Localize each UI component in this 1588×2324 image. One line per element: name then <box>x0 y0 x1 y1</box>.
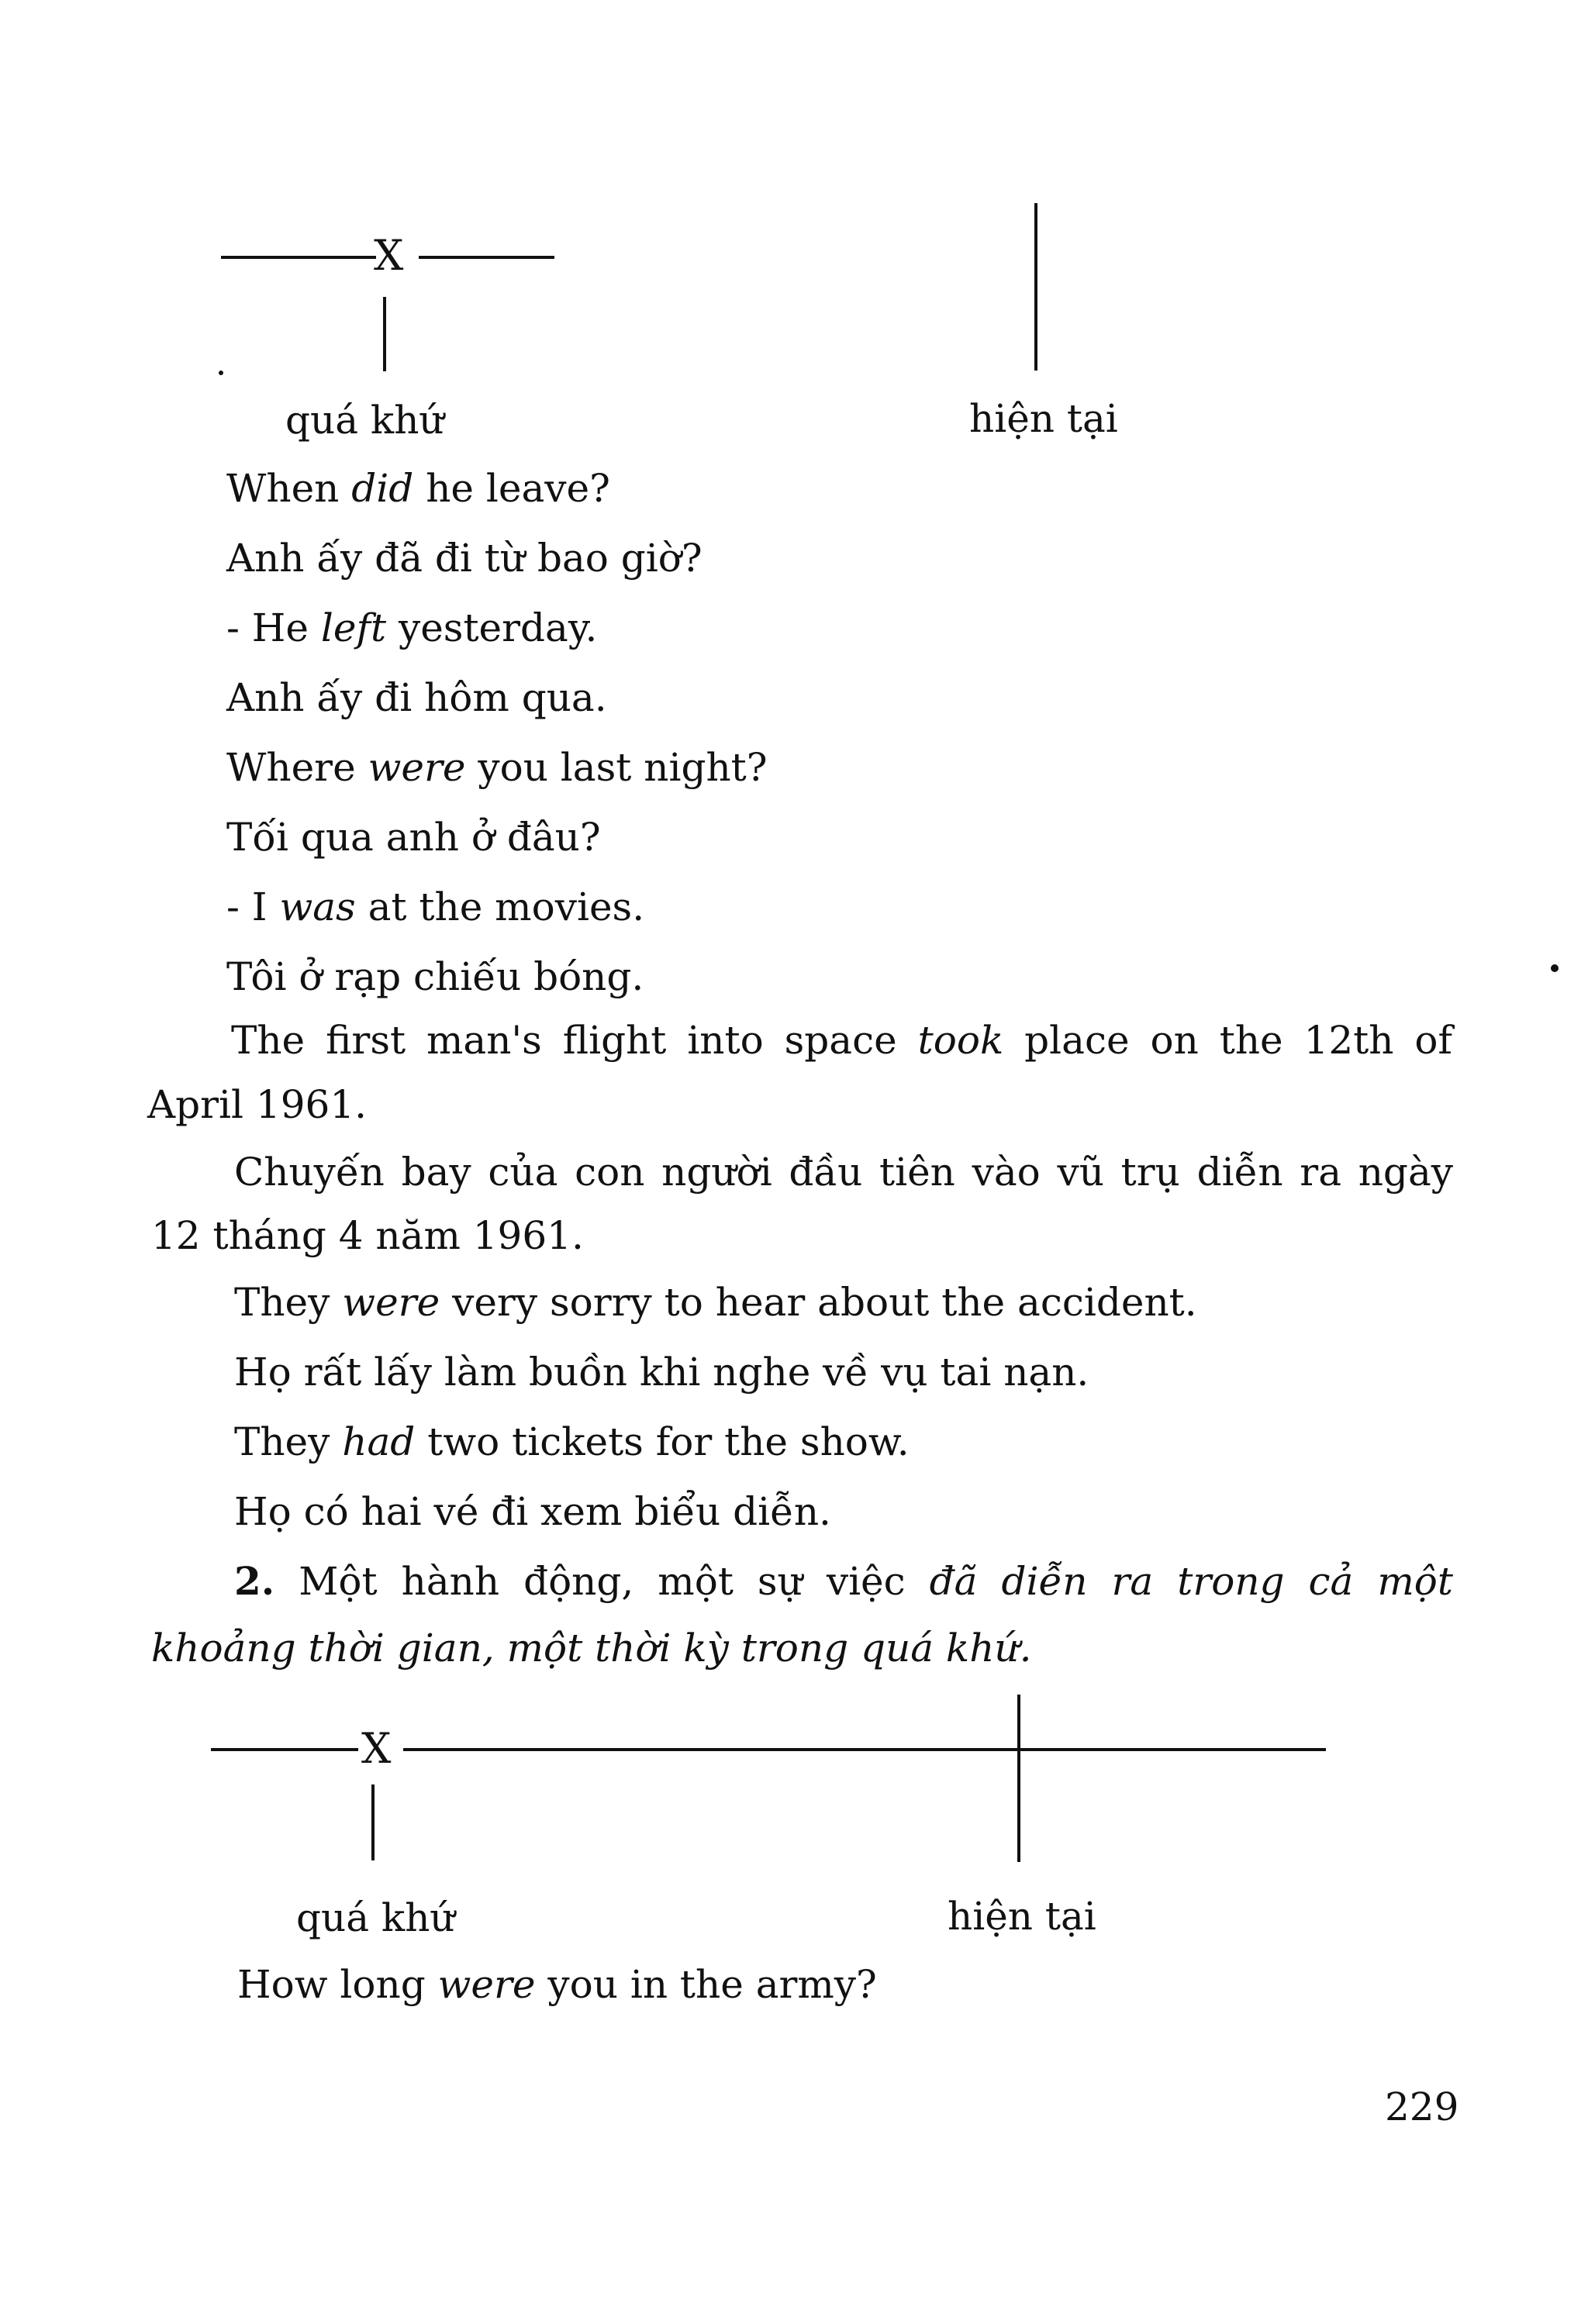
translation-text: Tôi ở rạp chiếu bóng. <box>226 954 644 999</box>
example-text: at the movies. <box>355 884 645 929</box>
timeline-1-present-label: hiện tại <box>969 396 1118 441</box>
example-line <box>234 1419 910 1465</box>
example-verb: were <box>342 1280 440 1325</box>
example-line <box>237 1961 877 2008</box>
timeline-2-past-tick <box>371 1784 375 1860</box>
margin-dot <box>1551 964 1559 972</box>
example-verb: did <box>351 466 414 511</box>
paragraph-line: April 1961. <box>147 1082 368 1127</box>
translation-line <box>226 535 703 581</box>
example-text: - I <box>226 884 280 929</box>
example-text: Where <box>226 745 368 790</box>
translation-text: Tối qua anh ở đâu? <box>226 815 601 860</box>
example-line <box>226 465 610 512</box>
timeline-2-x-marker: X <box>361 1724 392 1773</box>
timeline-2-present-line <box>1017 1695 1020 1862</box>
timeline-1-right-line <box>419 256 554 259</box>
example-text: They <box>234 1419 343 1464</box>
translation-line <box>234 1488 831 1535</box>
paragraph-line <box>231 1017 1452 1064</box>
timeline-1-past-tick <box>383 297 386 371</box>
example-text: two tickets for the show. <box>415 1419 910 1464</box>
timeline-2-left-line <box>211 1748 358 1751</box>
example-text: How long <box>237 1962 438 2007</box>
example-line <box>234 1279 1197 1326</box>
example-text: you in the army? <box>535 1962 877 2007</box>
paragraph-text: The first man's flight into space <box>231 1018 918 1063</box>
translation-text: Anh ấy đã đi từ bao giờ? <box>226 536 703 581</box>
paragraph-verb: took <box>917 1018 1004 1063</box>
scan-speck <box>219 371 223 375</box>
example-text: They <box>234 1280 343 1325</box>
translation-text: Họ rất lấy làm buồn khi nghe về vụ tai nạn. <box>234 1350 1089 1395</box>
paragraph-line: 12 tháng 4 năm 1961. <box>151 1213 584 1258</box>
example-verb: was <box>279 884 356 929</box>
example-text: you last night? <box>465 745 768 790</box>
section-2-number: 2. <box>234 1558 275 1604</box>
timeline-1-past-label: quá khứ <box>285 398 444 443</box>
section-2-text: Một hành động, một sự việc <box>274 1559 930 1604</box>
translation-line <box>226 814 601 860</box>
example-text: - He <box>226 605 321 650</box>
example-text: very sorry to hear about the accident. <box>440 1280 1197 1325</box>
paragraph-text: place on the 12th of <box>1003 1018 1452 1063</box>
example-line <box>226 605 597 651</box>
timeline-2-present-label: hiện tại <box>948 1894 1096 1939</box>
translation-line <box>226 674 607 721</box>
paragraph-line: Chuyến bay của con người đầu tiên vào vũ trụ diễn ra ngày <box>234 1150 1453 1195</box>
translation-text: Anh ấy đi hôm qua. <box>226 675 607 720</box>
translation-text: Họ có hai vé đi xem biểu diễn. <box>234 1489 831 1534</box>
section-2-emphasis: khoảng thời gian, một thời kỳ trong quá khứ. <box>151 1626 1032 1671</box>
section-2-line <box>151 1625 1032 1671</box>
translation-line <box>226 953 644 1000</box>
timeline-1-x-marker: X <box>374 231 404 280</box>
timeline-2-past-label: quá khứ <box>296 1895 455 1940</box>
example-verb: left <box>320 605 387 650</box>
example-text: he leave? <box>413 466 610 511</box>
page-number: 229 <box>1385 2084 1459 2129</box>
translation-line <box>234 1349 1089 1395</box>
example-line <box>226 884 644 930</box>
example-verb: were <box>368 745 466 790</box>
timeline-1-present-line <box>1034 203 1037 371</box>
timeline-2-duration-line <box>403 1748 1326 1751</box>
section-2-emphasis: đã diễn ra trong cả một <box>929 1559 1453 1604</box>
example-verb: were <box>437 1962 536 2007</box>
example-text: yesterday. <box>386 605 598 650</box>
example-text: When <box>226 466 352 511</box>
timeline-1-left-line <box>221 256 376 259</box>
example-line <box>226 744 768 791</box>
section-2-line <box>234 1558 1453 1605</box>
example-verb: had <box>342 1419 416 1464</box>
